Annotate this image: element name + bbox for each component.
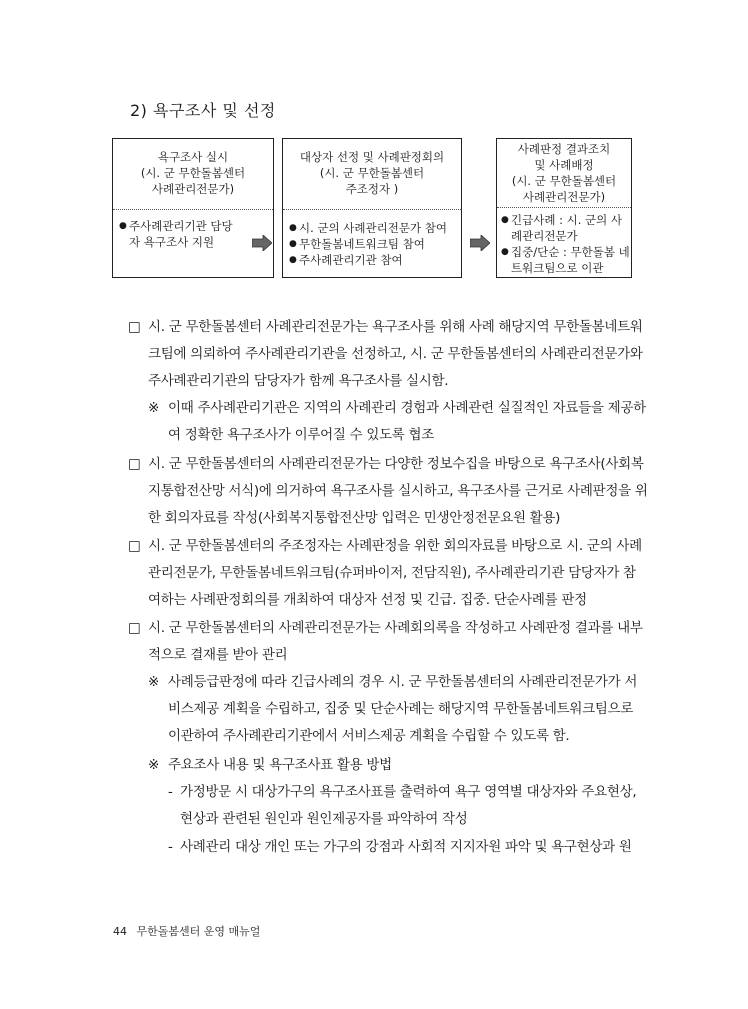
document-title: 무한돌봄센터 운영 매뉴얼 <box>136 925 261 938</box>
flow-box-header: 사례판정 결과조치 및 사례배정 (시. 군 무한돌봄센터 사례관리전문가) <box>511 142 617 204</box>
paragraph-2: □ 시. 군 무한돌봄센터의 사례관리전문가는 다양한 정보수집을 바탕으로 욕구조사(사회복지통합전산망 서식)에 의거하여 욕구조사를 실시하고, 욕구조사를 근거로 사례판정을 위한 회의자료를 작성(사회복지통합전산망 입력은 민생안정전문요원 활용) <box>128 451 648 532</box>
bullet-item: ● 집중/단순 : 무한돌봄 네트워크팀으로 이관 <box>501 244 631 276</box>
arrow-right-icon <box>252 235 272 251</box>
dash-item-2: - 사례관리 대상 개인 또는 가구의 강점과 사회적 지지자원 파악 및 욕구현상과 원 <box>168 834 646 861</box>
square-bullet: □ <box>128 456 141 472</box>
bullet-item: ● 주사례관리기관 참여 <box>289 252 461 268</box>
dash-mark: - <box>168 784 173 800</box>
flow-box-header: 욕구조사 실시 (시. 군 무한돌봄센터 사례관리전문가) <box>140 150 246 196</box>
page-footer <box>113 923 260 939</box>
flow-box-bullets <box>497 208 631 276</box>
flow-box-bullets <box>283 210 461 268</box>
square-bullet: □ <box>128 620 141 636</box>
flow-box-case-decision-meeting <box>282 138 462 278</box>
bullet-item: ● 시. 군의 사례관리전문가 참여 <box>289 220 461 236</box>
note-mark: ※ <box>148 400 160 416</box>
bullet-item: ● 무한돌봄네트워크팀 참여 <box>289 236 461 252</box>
dash-item-1: - 가정방문 시 대상가구의 욕구조사표를 출력하여 욕구 영역별 대상자와 주요현상, 현상과 관련된 원인과 원인제공자를 파악하여 작성 <box>168 779 646 833</box>
page-number: 44 <box>113 925 127 938</box>
paragraph-4: □ 시. 군 무한돌봄센터의 사례관리전문가는 사례회의록을 작성하고 사례판정 결과를 내부적으로 결재를 받아 관리 <box>128 615 648 669</box>
flow-box-header: 대상자 선정 및 사례판정회의 (시. 군 무한돌봄센터 주조정자 ) <box>299 150 445 196</box>
note-2: ※ 사례등급판정에 따라 긴급사례의 경우 시. 군 무한돌봄센터의 사례관리전문가가 서비스제공 계획을 수립하고, 집중 및 단순사례는 해당지역 무한돌봄네트워크팀으로 이관하여 주사례관리기관에서 서비스제공 계획을 수립할 수 있도록 함. <box>148 669 648 750</box>
note-1: ※ 이때 주사례관리기관은 지역의 사례관리 경험과 사례관련 실질적인 자료들을 제공하여 정확한 욕구조사가 이루어질 수 있도록 협조 <box>148 395 648 449</box>
paragraph-1: □ 시. 군 무한돌봄센터 사례관리전문가는 욕구조사를 위해 사례 해당지역 무한돌봄네트워크팀에 의뢰하여 주사례관리기관을 선정하고, 시. 군 무한돌봄센터의 사례관리전문가와 주사례관리기관의 담당자가 함께 욕구조사를 실시함. <box>128 314 648 395</box>
note-mark: ※ <box>148 757 160 773</box>
section-title: 2) 욕구조사 및 선정 <box>130 101 276 120</box>
paragraph-3: □ 시. 군 무한돌봄센터의 주조정자는 사례판정을 위한 회의자료를 바탕으로 시. 군의 사례관리전문가, 무한돌봄네트워크팀(슈퍼바이저, 전담직원), 주사례관리기관 담당자가 참여하는 사례판정회의를 개최하여 대상자 선정 및 긴급. 집중. 단순사례를 판정 <box>128 533 648 614</box>
flow-box-bullets <box>113 210 273 250</box>
flow-box-needs-assessment <box>112 138 274 278</box>
arrow-right-icon <box>470 235 490 251</box>
bullet-item: ● 긴급사례 : 시. 군의 사례관리전문가 <box>501 212 631 244</box>
note-3: ※ 주요조사 내용 및 욕구조사표 활용 방법 <box>148 752 648 779</box>
square-bullet: □ <box>128 319 141 335</box>
dash-mark: - <box>168 839 173 855</box>
note-mark: ※ <box>148 674 160 690</box>
bullet-item: ● 주사례관리기관 담당자 욕구조사 지원 <box>119 218 239 250</box>
flow-box-decision-result <box>496 138 632 278</box>
square-bullet: □ <box>128 538 141 554</box>
